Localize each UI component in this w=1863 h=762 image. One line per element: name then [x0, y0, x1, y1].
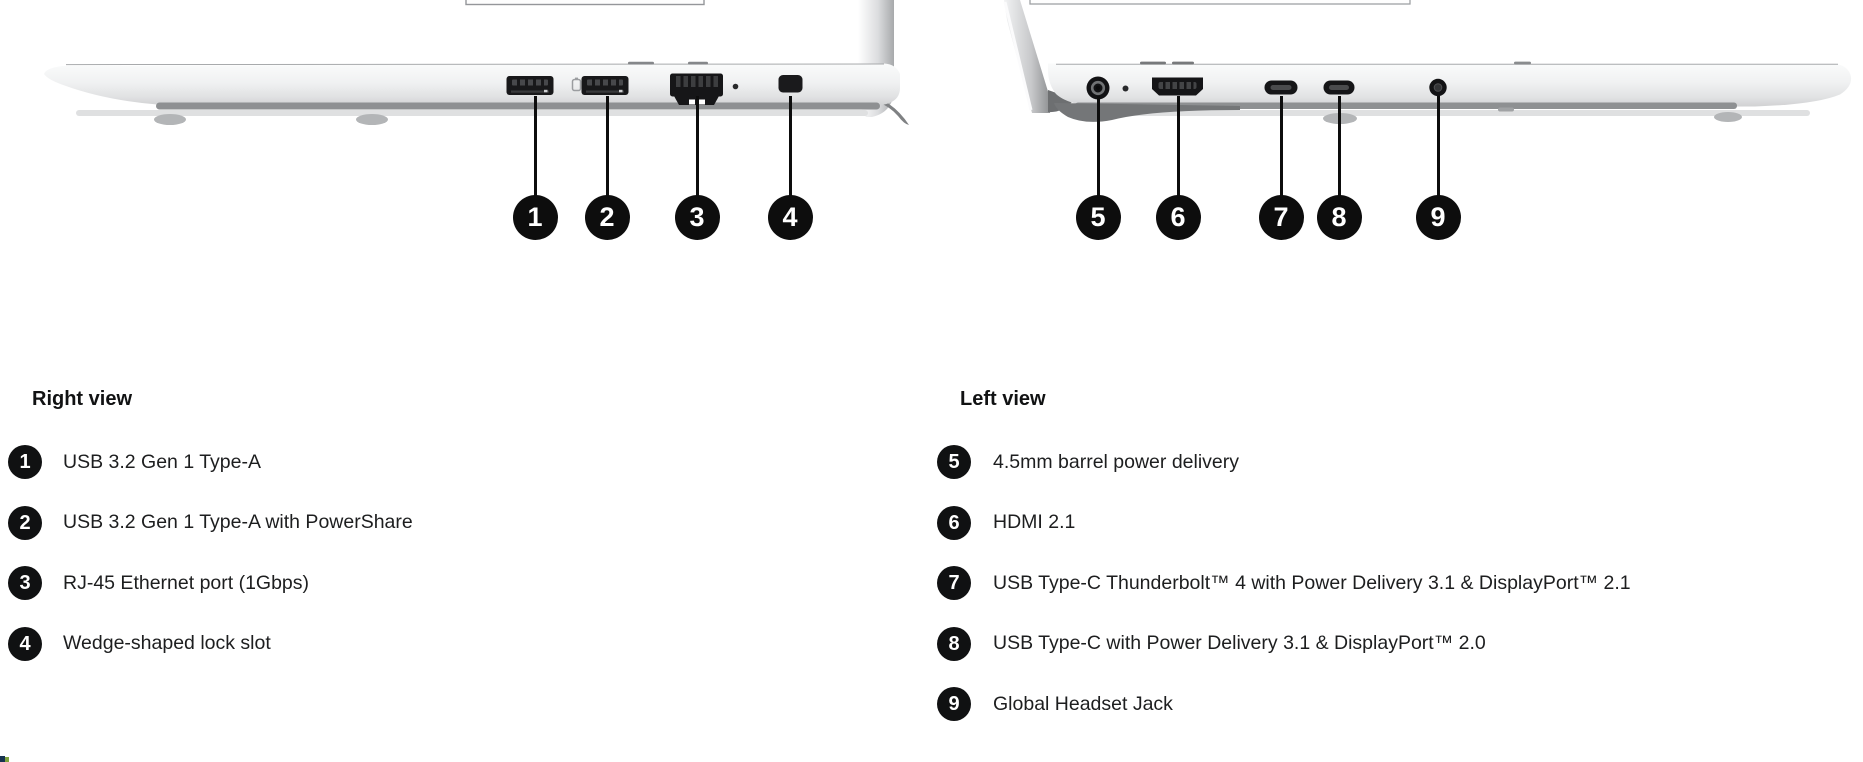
- list-item: [937, 566, 1631, 600]
- rubber-foot: [1714, 112, 1742, 122]
- laptop-left-side-illustration: [1000, 0, 1860, 135]
- callout-number-5: 5: [1076, 195, 1121, 240]
- list-item: [8, 506, 413, 540]
- item-number-badge: 9: [937, 687, 971, 721]
- item-number-badge: 2: [8, 506, 42, 540]
- callout-line-9: [1437, 96, 1440, 196]
- item-number-badge: 4: [8, 627, 42, 661]
- callout-number-7: 7: [1259, 195, 1304, 240]
- laptop-right-side-illustration: [36, 0, 916, 135]
- callout-number-9: 9: [1416, 195, 1461, 240]
- item-number-badge: 8: [937, 627, 971, 661]
- callout-number-3: 3: [675, 195, 720, 240]
- rubber-foot: [356, 114, 388, 125]
- usb-a-port-1: [507, 76, 554, 95]
- status-pinhole-dot: [733, 84, 739, 90]
- deck-bumper: [1514, 62, 1531, 65]
- chassis-base: [44, 64, 900, 107]
- base-bottom-strip: [156, 103, 880, 110]
- deck-edge-line: [66, 64, 884, 65]
- callout-number-8: 8: [1317, 195, 1362, 240]
- list-item: [8, 566, 413, 600]
- usb-c-port: [1324, 81, 1355, 95]
- screen-top-edge: [466, 0, 704, 5]
- left-view-list: [937, 445, 1631, 721]
- headset-jack-port: [1429, 79, 1446, 96]
- callout-number-4: 4: [768, 195, 813, 240]
- item-number-badge: 5: [937, 445, 971, 479]
- deck-bumper: [1172, 62, 1194, 65]
- item-label: USB 3.2 Gen 1 Type-A with PowerShare: [63, 511, 413, 533]
- item-label: HDMI 2.1: [993, 511, 1076, 533]
- left-view-title: Left view: [960, 388, 1046, 410]
- item-label: USB Type-C Thunderbolt™ 4 with Power Delivery 3.1 & DisplayPort™ 2.1: [993, 571, 1631, 594]
- item-number-badge: 6: [937, 506, 971, 540]
- callout-line-5: [1097, 96, 1100, 196]
- callout-line-3: [696, 96, 699, 196]
- usb-a-port-2: [582, 76, 629, 95]
- deck-bumper: [628, 62, 654, 65]
- hdmi-port: [1152, 78, 1203, 96]
- deck-bumper: [688, 62, 708, 65]
- callout-number-6: 6: [1156, 195, 1201, 240]
- list-item: [937, 506, 1631, 540]
- callout-line-8: [1338, 96, 1341, 196]
- item-label: Wedge-shaped lock slot: [63, 632, 271, 654]
- deck-bumper: [1140, 62, 1166, 65]
- corner-artifact: [0, 756, 11, 762]
- item-label: RJ-45 Ethernet port (1Gbps): [63, 571, 310, 594]
- item-label: 4.5mm barrel power delivery: [993, 450, 1240, 473]
- screen-top-edge: [1030, 0, 1410, 4]
- callout-line-2: [606, 96, 609, 196]
- right-view-title: Right view: [32, 388, 133, 410]
- callout-line-1: [534, 96, 537, 196]
- item-label: USB 3.2 Gen 1 Type-A: [63, 450, 261, 473]
- list-item: [937, 445, 1631, 479]
- status-pinhole-dot: [1123, 86, 1129, 92]
- callout-line-4: [789, 96, 792, 196]
- list-item: [937, 627, 1631, 661]
- callout-number-1: 1: [513, 195, 558, 240]
- item-number-badge: 7: [937, 566, 971, 600]
- list-item: [8, 627, 413, 661]
- callout-number-2: 2: [585, 195, 630, 240]
- item-label: USB Type-C with Power Delivery 3.1 & DisplayPort™ 2.0: [993, 632, 1486, 654]
- right-view-legend: [8, 388, 413, 661]
- list-item: [937, 687, 1631, 721]
- item-number-badge: 1: [8, 445, 42, 479]
- callout-line-7: [1280, 96, 1283, 196]
- item-number-badge: 3: [8, 566, 42, 600]
- rubber-foot: [1498, 108, 1514, 112]
- item-label: Global Headset Jack: [993, 692, 1173, 715]
- base-shadow: [76, 110, 868, 116]
- rubber-foot: [154, 114, 186, 125]
- callout-line-6: [1177, 96, 1180, 196]
- wedge-lock-slot: [779, 75, 803, 93]
- left-view-legend: [937, 388, 1631, 721]
- right-view-list: [8, 445, 413, 661]
- list-item: [8, 445, 413, 479]
- usb-c-port-thunderbolt: [1265, 81, 1298, 95]
